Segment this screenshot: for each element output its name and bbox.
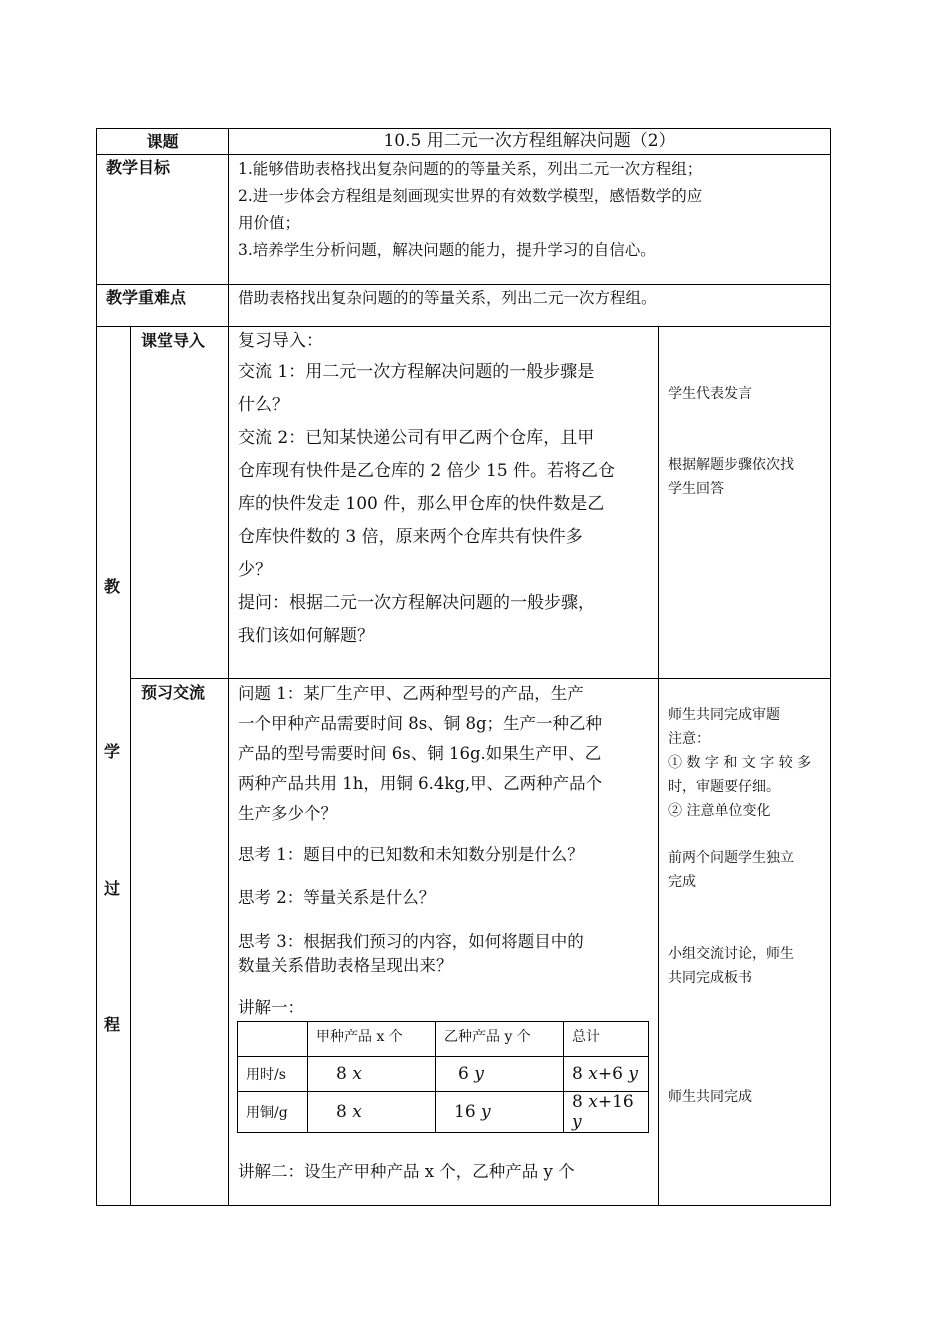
problem-line-5: 生产多少个？ bbox=[238, 804, 337, 823]
preview-note-7: 完成 bbox=[668, 874, 696, 890]
table-header-total: 总计 bbox=[564, 1022, 649, 1057]
intro-note-3: 学生回答 bbox=[668, 481, 724, 497]
goal-item-1: 1.能够借助表格找出复杂问题的的等量关系，列出二元一次方程组； bbox=[238, 160, 703, 178]
keypoints-label: 教学重难点 bbox=[106, 288, 187, 307]
think-3-line-2: 数量关系借助表格呈现出来？ bbox=[238, 956, 453, 975]
goal-item-2-cont: 用价值； bbox=[238, 214, 301, 232]
goal-item-3: 3.培养学生分析问题，解决问题的能力，提升学习的自信心。 bbox=[238, 241, 656, 259]
cell-total bbox=[564, 1092, 649, 1133]
border-process-label bbox=[130, 326, 131, 1206]
intro-line-7: 仓库快件数的 3 倍，原来两个仓库共有快件多 bbox=[238, 527, 583, 547]
cell-b-var: y bbox=[481, 1102, 491, 1122]
border-notes-col bbox=[658, 326, 659, 1206]
intro-note-2: 根据解题步骤依次找 bbox=[668, 457, 794, 473]
process-char-3: 过 bbox=[104, 879, 121, 898]
goals-list bbox=[238, 156, 828, 264]
preview-note-10: 师生共同完成 bbox=[668, 1089, 752, 1105]
cell-b bbox=[436, 1092, 564, 1133]
border-after-goals bbox=[96, 284, 831, 285]
preview-note-1: 师生共同完成审题 bbox=[668, 707, 780, 723]
total-var-2: y bbox=[572, 1112, 582, 1132]
think-1: 思考 1：题目中的已知数和未知数分别是什么？ bbox=[238, 845, 584, 864]
keypoints-text: 借助表格找出复杂问题的的等量关系，列出二元一次方程组。 bbox=[238, 289, 657, 307]
total-var-1: x bbox=[588, 1092, 598, 1112]
problem-line-4: 两种产品共用 1h，用铜 6.4kg,甲、乙两种产品个 bbox=[238, 774, 603, 793]
table-row bbox=[238, 1057, 649, 1092]
table-header-empty bbox=[238, 1022, 308, 1057]
think-2: 思考 2：等量关系是什么？ bbox=[238, 888, 436, 907]
problem-line-2: 一个甲种产品需要时间 8s、铜 8g；生产一种乙种 bbox=[238, 714, 603, 733]
total-num-1: 8 bbox=[572, 1064, 583, 1084]
border-bottom bbox=[96, 1205, 831, 1206]
goals-label: 教学目标 bbox=[106, 158, 171, 177]
total-plus: + bbox=[597, 1064, 613, 1084]
row-label: 用时/s bbox=[238, 1057, 308, 1092]
goal-item-2: 2.进一步体会方程组是刻画现实世界的有效数学模型，感悟数学的应 bbox=[238, 187, 703, 205]
cell-a bbox=[308, 1057, 436, 1092]
process-char-1: 教 bbox=[104, 577, 121, 596]
explain-1: 讲解一： bbox=[238, 998, 304, 1017]
border-after-topic bbox=[96, 154, 831, 155]
cell-a-num: 8 bbox=[336, 1064, 347, 1084]
total-num-1: 8 bbox=[572, 1092, 583, 1112]
intro-line-4: 交流 2：已知某快递公司有甲乙两个仓库，且甲 bbox=[238, 428, 595, 448]
total-var-2: y bbox=[628, 1064, 638, 1084]
process-char-2: 学 bbox=[104, 742, 121, 761]
intro-line-6: 库的快件发走 100 件，那么甲仓库的快件数是乙 bbox=[238, 494, 605, 514]
process-char-4: 程 bbox=[104, 1015, 121, 1034]
cell-total bbox=[564, 1057, 649, 1092]
preview-note-9: 共同完成板书 bbox=[668, 970, 752, 986]
total-num-2: 16 bbox=[612, 1092, 634, 1112]
cell-a bbox=[308, 1092, 436, 1133]
preview-label: 预习交流 bbox=[141, 683, 206, 702]
quantity-table bbox=[237, 1021, 649, 1133]
table-header-a: 甲种产品 x 个 bbox=[308, 1022, 436, 1057]
total-num-2: 6 bbox=[612, 1064, 623, 1084]
problem-line-1: 问题 1：某厂生产甲、乙两种型号的产品，生产 bbox=[238, 684, 584, 703]
cell-b-var: y bbox=[474, 1064, 484, 1084]
preview-note-4: 时，审题要仔细。 bbox=[668, 779, 780, 795]
intro-line-1: 复习导入： bbox=[238, 331, 323, 351]
intro-note-1: 学生代表发言 bbox=[668, 386, 752, 402]
table-header-b: 乙种产品 y 个 bbox=[436, 1022, 564, 1057]
intro-line-3: 什么？ bbox=[238, 395, 289, 415]
preview-note-3: ① 数 字 和 文 字 较 多 bbox=[668, 755, 812, 771]
think-3 bbox=[238, 930, 584, 978]
topic-title: 10.5 用二元一次方程组解决问题（2） bbox=[383, 131, 676, 151]
problem-line-3: 产品的型号需要时间 6s、铜 16g.如果生产甲、乙 bbox=[238, 744, 602, 763]
border-label-col bbox=[228, 128, 229, 1206]
intro-line-2: 交流 1：用二元一次方程解决问题的一般步骤是 bbox=[238, 362, 595, 382]
topic-label: 课题 bbox=[146, 132, 179, 151]
intro-line-8: 少？ bbox=[238, 560, 272, 580]
cell-b-num: 6 bbox=[458, 1064, 469, 1084]
border-right bbox=[830, 128, 831, 1206]
preview-note-2: 注意： bbox=[668, 731, 710, 747]
table-header-row bbox=[238, 1022, 649, 1057]
cell-a-var: x bbox=[352, 1064, 362, 1084]
preview-note-8: 小组交流讨论，师生 bbox=[668, 946, 794, 962]
border-left bbox=[96, 128, 97, 1206]
intro-line-5: 仓库现有快件是乙仓库的 2 倍少 15 件。若将乙仓 bbox=[238, 461, 616, 481]
preview-note-6: 前两个问题学生独立 bbox=[668, 850, 794, 866]
intro-line-10: 我们该如何解题？ bbox=[238, 626, 374, 646]
cell-b-num: 16 bbox=[454, 1102, 476, 1122]
problem-block bbox=[238, 679, 654, 829]
intro-content bbox=[238, 326, 654, 653]
row-label: 用铜/g bbox=[238, 1092, 308, 1133]
cell-a-num: 8 bbox=[336, 1102, 347, 1122]
total-plus: + bbox=[597, 1092, 613, 1112]
explain-2: 讲解二：设生产甲种产品 x 个，乙种产品 y 个 bbox=[238, 1162, 575, 1181]
intro-line-9: 提问：根据二元一次方程解决问题的一般步骤， bbox=[238, 593, 595, 613]
total-var-1: x bbox=[588, 1064, 598, 1084]
table-row bbox=[238, 1092, 649, 1133]
intro-label: 课堂导入 bbox=[141, 331, 206, 350]
cell-a-var: x bbox=[352, 1102, 362, 1122]
cell-b bbox=[436, 1057, 564, 1092]
preview-note-5: ② 注意单位变化 bbox=[668, 803, 771, 819]
think-3-line-1: 思考 3：根据我们预习的内容，如何将题目中的 bbox=[238, 932, 584, 951]
